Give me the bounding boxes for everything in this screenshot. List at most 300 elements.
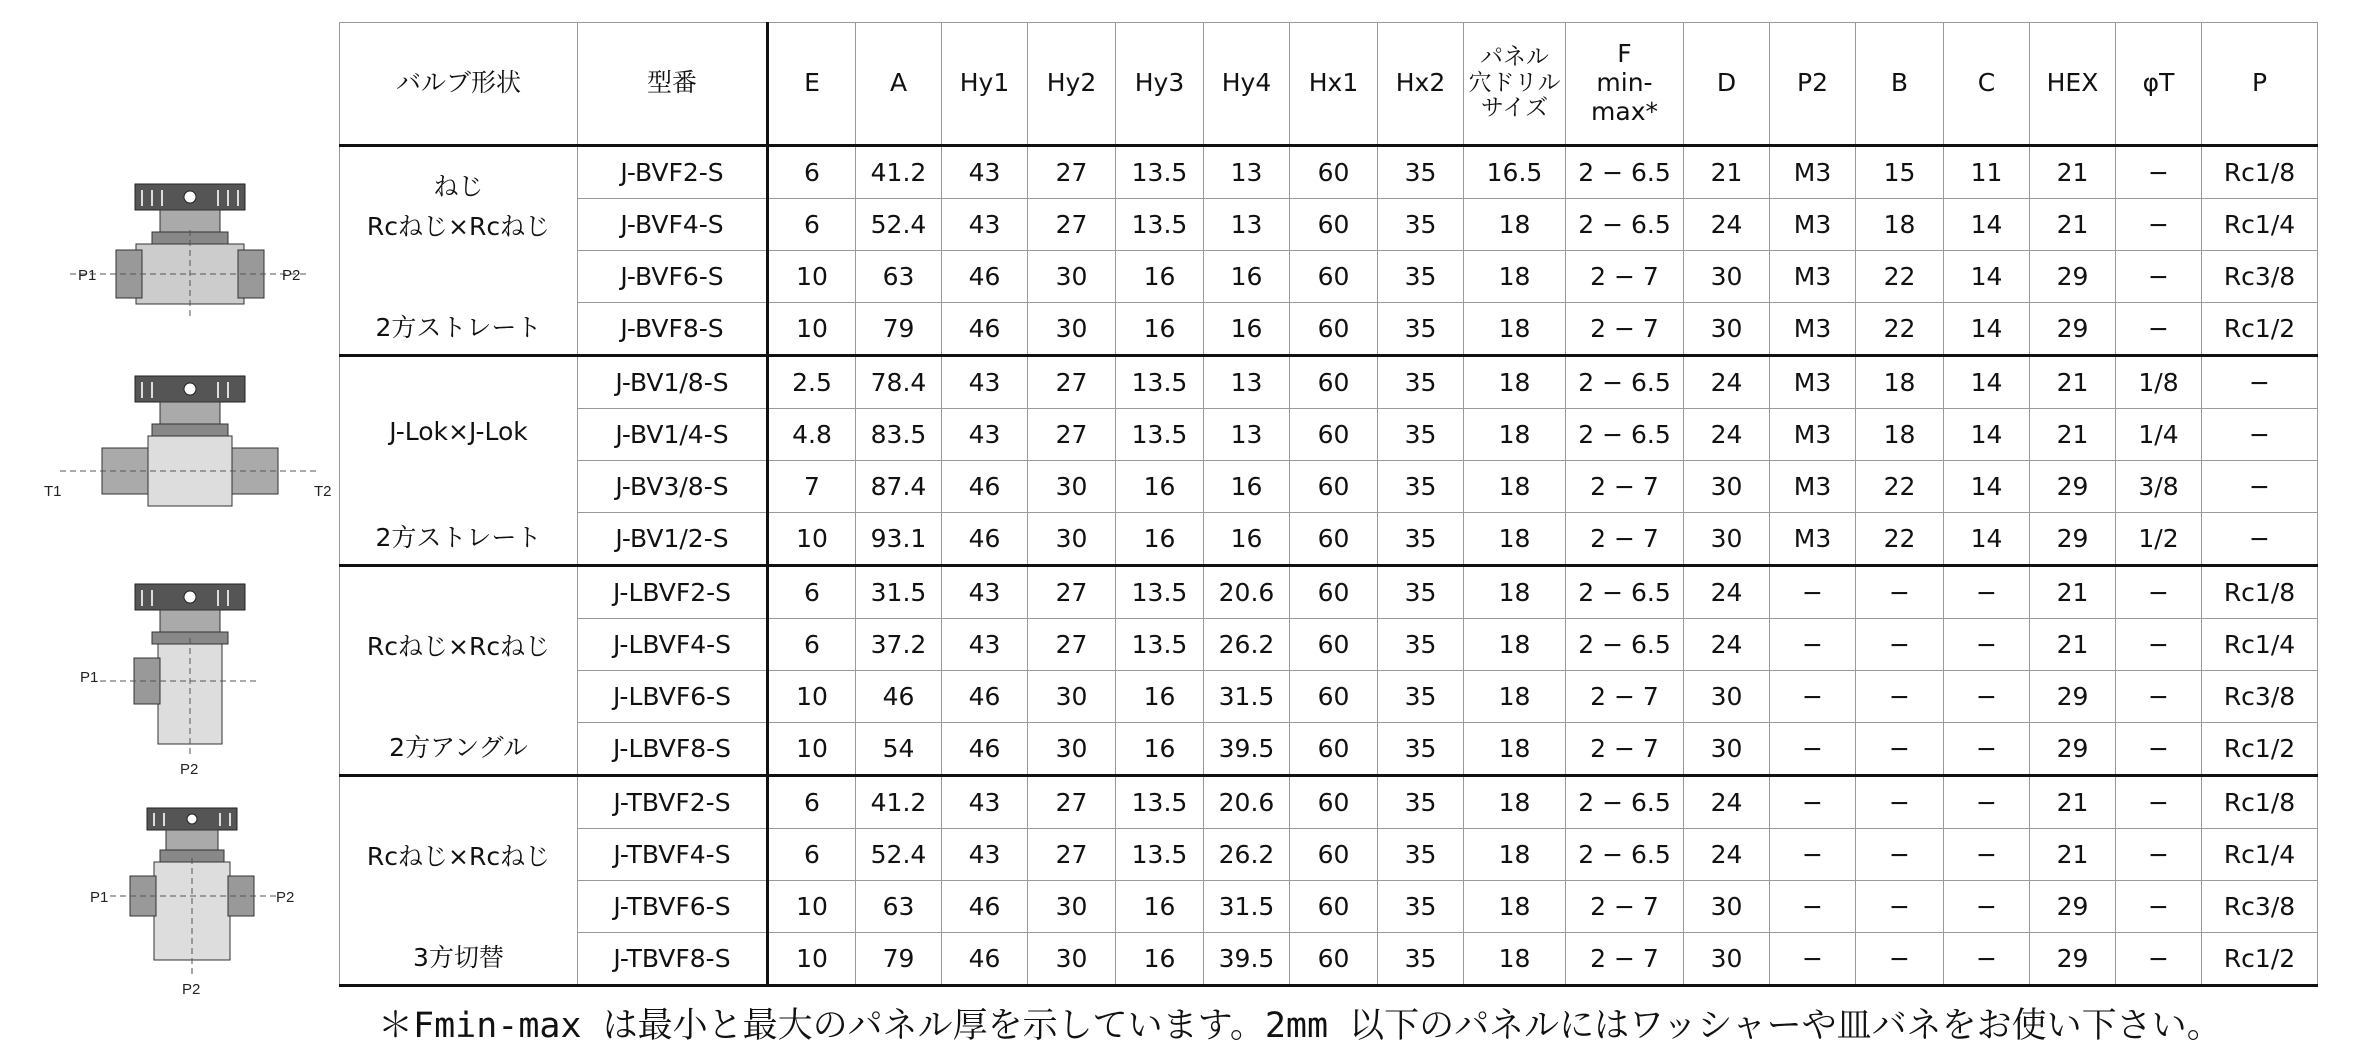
table-row — [340, 619, 2318, 671]
spec-cell: 18 — [1464, 199, 1566, 251]
spec-cell: 43 — [942, 776, 1028, 829]
spec-cell: − — [1856, 776, 1944, 829]
spec-cell: 24 — [1684, 776, 1770, 829]
spec-cell: 54 — [856, 723, 942, 776]
spec-cell: 60 — [1290, 513, 1378, 566]
spec-cell: 2 − 7 — [1566, 881, 1684, 933]
spec-cell: 10 — [768, 671, 856, 723]
header-hx1: Hx1 — [1290, 23, 1378, 146]
spec-cell: − — [2116, 881, 2202, 933]
spec-cell: 43 — [942, 409, 1028, 461]
spec-cell: 30 — [1684, 461, 1770, 513]
spec-cell: 35 — [1378, 829, 1464, 881]
spec-cell: 14 — [1944, 303, 2030, 356]
valve-shape-line: ねじ — [433, 172, 484, 201]
spec-cell: 16 — [1116, 671, 1204, 723]
port-label-right: T2 — [314, 483, 332, 500]
spec-cell: 13.5 — [1116, 146, 1204, 199]
spec-cell: 27 — [1028, 619, 1116, 671]
spec-cell: − — [1944, 566, 2030, 619]
spec-cell: 43 — [942, 146, 1028, 199]
footnote: ＊Fmin-max は最小と最大のパネル厚を示しています。2mm 以下のパネルにはワッシャーや皿バネをお使い下さい。 — [378, 1006, 2222, 1046]
spec-cell: 60 — [1290, 933, 1378, 986]
spec-cell: − — [1770, 881, 1856, 933]
spec-cell: 21 — [2030, 146, 2116, 199]
valve-shape-cell — [340, 776, 578, 986]
spec-cell: 2 − 7 — [1566, 671, 1684, 723]
spec-cell: 21 — [1684, 146, 1770, 199]
spec-cell: 6 — [768, 829, 856, 881]
valve-shape-line: 2方ストレート — [375, 313, 542, 342]
spec-cell: 14 — [1944, 513, 2030, 566]
spec-cell: − — [1944, 829, 2030, 881]
spec-cell: 18 — [1464, 566, 1566, 619]
spec-cell: 2 − 7 — [1566, 513, 1684, 566]
table-body — [340, 146, 2318, 986]
spec-cell: 1/2 — [2116, 513, 2202, 566]
header-f-line1: F — [1617, 39, 1632, 69]
spec-cell: 35 — [1378, 356, 1464, 409]
spec-cell: − — [2116, 776, 2202, 829]
spec-cell: 2 − 6.5 — [1566, 776, 1684, 829]
spec-cell: 2 − 6.5 — [1566, 356, 1684, 409]
spec-cell: 30 — [1684, 671, 1770, 723]
spec-cell: 22 — [1856, 513, 1944, 566]
spec-cell: Rc1/2 — [2202, 723, 2318, 776]
spec-cell: 2 − 7 — [1566, 303, 1684, 356]
spec-cell: 4.8 — [768, 409, 856, 461]
spec-cell: Rc3/8 — [2202, 881, 2318, 933]
spec-cell: 78.4 — [856, 356, 942, 409]
spec-cell: 16 — [1116, 251, 1204, 303]
spec-cell: 60 — [1290, 619, 1378, 671]
spec-cell: 46 — [942, 513, 1028, 566]
spec-cell: 14 — [1944, 461, 2030, 513]
spec-cell: − — [1856, 723, 1944, 776]
model-cell: J-BVF8-S — [578, 303, 768, 356]
spec-cell: 30 — [1028, 881, 1116, 933]
spec-cell: 35 — [1378, 146, 1464, 199]
spec-cell: 30 — [1028, 303, 1116, 356]
spec-cell: Rc1/8 — [2202, 776, 2318, 829]
spec-cell: Rc1/2 — [2202, 933, 2318, 986]
spec-cell: 20.6 — [1204, 566, 1290, 619]
spec-cell: 16 — [1204, 461, 1290, 513]
spec-cell: 2 − 6.5 — [1566, 566, 1684, 619]
header-model: 型番 — [578, 23, 768, 146]
spec-cell: 30 — [1028, 933, 1116, 986]
header-f-line3: max* — [1591, 96, 1658, 126]
table-row — [340, 566, 2318, 619]
spec-cell: − — [1770, 619, 1856, 671]
spec-cell: 2.5 — [768, 356, 856, 409]
spec-cell: 27 — [1028, 776, 1116, 829]
spec-cell: 29 — [2030, 251, 2116, 303]
spec-cell: − — [2202, 513, 2318, 566]
spec-cell: 21 — [2030, 829, 2116, 881]
spec-cell: − — [2116, 566, 2202, 619]
spec-cell: 13.5 — [1116, 619, 1204, 671]
spec-cell: 1/8 — [2116, 356, 2202, 409]
spec-cell: 16 — [1204, 251, 1290, 303]
header-panel-line3: サイズ — [1480, 95, 1549, 122]
spec-cell: 35 — [1378, 461, 1464, 513]
spec-cell: 13.5 — [1116, 776, 1204, 829]
spec-cell: 2 − 7 — [1566, 251, 1684, 303]
header-b: B — [1856, 23, 1944, 146]
valve-shape-line: Rcねじ×Rcねじ — [366, 212, 551, 241]
spec-cell: 18 — [1856, 409, 1944, 461]
header-p2: P2 — [1770, 23, 1856, 146]
spec-cell: 39.5 — [1204, 933, 1290, 986]
spec-cell: 30 — [1028, 461, 1116, 513]
table-row — [340, 461, 2318, 513]
spec-cell: 43 — [942, 829, 1028, 881]
table-header-row — [340, 23, 2318, 146]
spec-cell: 16.5 — [1464, 146, 1566, 199]
spec-cell: − — [2116, 671, 2202, 723]
spec-cell: 39.5 — [1204, 723, 1290, 776]
model-cell: J-TBVF8-S — [578, 933, 768, 986]
spec-cell: 6 — [768, 199, 856, 251]
valve-shape-line: Rcねじ×Rcねじ — [366, 842, 551, 871]
spec-cell: 29 — [2030, 513, 2116, 566]
model-cell: J-TBVF2-S — [578, 776, 768, 829]
spec-cell: 30 — [1028, 251, 1116, 303]
spec-cell: 10 — [768, 303, 856, 356]
header-hy4: Hy4 — [1204, 23, 1290, 146]
spec-cell: 2 − 7 — [1566, 723, 1684, 776]
spec-cell: 21 — [2030, 566, 2116, 619]
spec-cell: − — [2202, 356, 2318, 409]
spec-cell: − — [2116, 199, 2202, 251]
spec-cell: 30 — [1684, 513, 1770, 566]
spec-cell: 31.5 — [856, 566, 942, 619]
spec-cell: − — [2116, 303, 2202, 356]
header-d: D — [1684, 23, 1770, 146]
spec-cell: 18 — [1464, 933, 1566, 986]
header-hy1: Hy1 — [942, 23, 1028, 146]
table-row — [340, 251, 2318, 303]
spec-cell: 60 — [1290, 303, 1378, 356]
spec-cell: 79 — [856, 303, 942, 356]
spec-cell: 1/4 — [2116, 409, 2202, 461]
spec-cell: 27 — [1028, 146, 1116, 199]
spec-cell: 29 — [2030, 671, 2116, 723]
spec-cell: − — [1856, 671, 1944, 723]
spec-cell: 13.5 — [1116, 566, 1204, 619]
spec-cell: 35 — [1378, 303, 1464, 356]
port-label-bottom: P2 — [182, 981, 201, 998]
spec-cell: 29 — [2030, 461, 2116, 513]
spec-cell: 35 — [1378, 199, 1464, 251]
spec-cell: 60 — [1290, 409, 1378, 461]
spec-cell: 60 — [1290, 251, 1378, 303]
port-label-right: P2 — [282, 267, 301, 284]
valve-shape-line: 2方アングル — [389, 733, 528, 762]
header-e: E — [768, 23, 856, 146]
spec-cell: − — [2116, 146, 2202, 199]
spec-cell: − — [2202, 461, 2318, 513]
spec-cell: − — [1856, 566, 1944, 619]
spec-cell: 35 — [1378, 671, 1464, 723]
spec-cell: 16 — [1116, 881, 1204, 933]
spec-cell: 30 — [1028, 723, 1116, 776]
valve-spec-table — [339, 22, 2318, 987]
spec-cell: Rc1/4 — [2202, 829, 2318, 881]
spec-cell: Rc3/8 — [2202, 671, 2318, 723]
spec-cell: − — [1944, 671, 2030, 723]
spec-cell: 22 — [1856, 461, 1944, 513]
spec-cell: 60 — [1290, 146, 1378, 199]
spec-cell: 29 — [2030, 933, 2116, 986]
spec-cell: 26.2 — [1204, 619, 1290, 671]
spec-cell: 21 — [2030, 409, 2116, 461]
header-panel-drill — [1464, 23, 1566, 146]
spec-cell: 31.5 — [1204, 881, 1290, 933]
spec-cell: 63 — [856, 251, 942, 303]
spec-cell: 52.4 — [856, 829, 942, 881]
valve-shape-line: 2方ストレート — [375, 523, 542, 552]
table-row — [340, 146, 2318, 199]
header-c: C — [1944, 23, 2030, 146]
spec-cell: 10 — [768, 513, 856, 566]
table-row — [340, 723, 2318, 776]
spec-cell: 15 — [1856, 146, 1944, 199]
valve-diagram-straight-jlok — [30, 372, 340, 572]
spec-cell: 46 — [942, 461, 1028, 513]
spec-cell: − — [2116, 619, 2202, 671]
spec-cell: 46 — [942, 723, 1028, 776]
spec-cell: 18 — [1464, 461, 1566, 513]
spec-cell: 30 — [1684, 251, 1770, 303]
spec-cell: 13.5 — [1116, 829, 1204, 881]
spec-cell: 6 — [768, 566, 856, 619]
spec-cell: M3 — [1770, 513, 1856, 566]
valve-diagram-3way — [30, 798, 340, 998]
spec-cell: 46 — [942, 303, 1028, 356]
spec-cell: Rc1/4 — [2202, 199, 2318, 251]
spec-cell: 2 − 6.5 — [1566, 199, 1684, 251]
spec-cell: 2 − 6.5 — [1566, 829, 1684, 881]
spec-cell: 60 — [1290, 776, 1378, 829]
spec-cell: 16 — [1116, 513, 1204, 566]
spec-cell: − — [2116, 251, 2202, 303]
spec-cell: 35 — [1378, 881, 1464, 933]
spec-cell: 29 — [2030, 303, 2116, 356]
spec-cell: 18 — [1464, 513, 1566, 566]
spec-cell: 60 — [1290, 199, 1378, 251]
spec-cell: − — [1944, 619, 2030, 671]
spec-cell: 60 — [1290, 671, 1378, 723]
port-label-left: T1 — [44, 483, 62, 500]
spec-cell: 27 — [1028, 566, 1116, 619]
port-label-left: P1 — [90, 889, 109, 906]
header-phi-t: φT — [2116, 23, 2202, 146]
spec-cell: 60 — [1290, 356, 1378, 409]
spec-cell: 16 — [1116, 933, 1204, 986]
spec-cell: 13 — [1204, 356, 1290, 409]
spec-cell: M3 — [1770, 146, 1856, 199]
header-hex: HEX — [2030, 23, 2116, 146]
model-cell: J-LBVF4-S — [578, 619, 768, 671]
spec-cell: 46 — [942, 251, 1028, 303]
spec-cell: 46 — [942, 671, 1028, 723]
table-row — [340, 356, 2318, 409]
valve-shape-line: Rcねじ×Rcねじ — [366, 632, 551, 661]
spec-cell: Rc1/8 — [2202, 566, 2318, 619]
spec-cell: 21 — [2030, 619, 2116, 671]
valve-shape-line: J-Lok×J-Lok — [389, 417, 528, 446]
spec-cell: 18 — [1856, 199, 1944, 251]
spec-cell: 37.2 — [856, 619, 942, 671]
spec-cell: 14 — [1944, 199, 2030, 251]
spec-cell: 29 — [2030, 881, 2116, 933]
spec-cell: − — [1770, 566, 1856, 619]
header-hx2: Hx2 — [1378, 23, 1464, 146]
spec-cell: 35 — [1378, 619, 1464, 671]
spec-cell: 60 — [1290, 881, 1378, 933]
model-cell: J-BVF2-S — [578, 146, 768, 199]
spec-cell: 18 — [1464, 829, 1566, 881]
spec-cell: 83.5 — [856, 409, 942, 461]
spec-cell: 46 — [942, 881, 1028, 933]
spec-cell: 18 — [1464, 881, 1566, 933]
spec-cell: 29 — [2030, 723, 2116, 776]
spec-cell: 87.4 — [856, 461, 942, 513]
spec-cell: 14 — [1944, 409, 2030, 461]
spec-cell: M3 — [1770, 409, 1856, 461]
spec-cell: 13.5 — [1116, 409, 1204, 461]
spec-cell: − — [1856, 933, 1944, 986]
spec-cell: − — [1856, 619, 1944, 671]
spec-cell: 13.5 — [1116, 356, 1204, 409]
spec-cell: 27 — [1028, 199, 1116, 251]
model-cell: J-TBVF6-S — [578, 881, 768, 933]
spec-cell: 18 — [1464, 671, 1566, 723]
spec-cell: 63 — [856, 881, 942, 933]
spec-cell: 13 — [1204, 409, 1290, 461]
spec-cell: 14 — [1944, 251, 2030, 303]
model-cell: J-BV1/4-S — [578, 409, 768, 461]
spec-cell: 18 — [1464, 356, 1566, 409]
spec-cell: Rc3/8 — [2202, 251, 2318, 303]
valve-shape-cell — [340, 356, 578, 566]
spec-cell: 24 — [1684, 566, 1770, 619]
model-cell: J-BV1/2-S — [578, 513, 768, 566]
spec-cell: 43 — [942, 619, 1028, 671]
spec-cell: 24 — [1684, 409, 1770, 461]
header-a: A — [856, 23, 942, 146]
spec-cell: 18 — [1464, 776, 1566, 829]
spec-cell: 16 — [1116, 461, 1204, 513]
spec-cell: 30 — [1684, 723, 1770, 776]
spec-cell: 21 — [2030, 356, 2116, 409]
table-row — [340, 829, 2318, 881]
spec-cell: 14 — [1944, 356, 2030, 409]
spec-cell: − — [1770, 776, 1856, 829]
spec-cell: 43 — [942, 356, 1028, 409]
spec-cell: − — [1944, 776, 2030, 829]
header-hy2: Hy2 — [1028, 23, 1116, 146]
model-cell: J-LBVF2-S — [578, 566, 768, 619]
model-cell: J-LBVF8-S — [578, 723, 768, 776]
spec-cell: 24 — [1684, 829, 1770, 881]
spec-cell: 21 — [2030, 199, 2116, 251]
spec-cell: 18 — [1464, 303, 1566, 356]
table-row — [340, 303, 2318, 356]
spec-cell: M3 — [1770, 303, 1856, 356]
spec-cell: − — [1770, 723, 1856, 776]
spec-cell: M3 — [1770, 199, 1856, 251]
model-cell: J-BV3/8-S — [578, 461, 768, 513]
spec-cell: 27 — [1028, 829, 1116, 881]
spec-cell: 60 — [1290, 723, 1378, 776]
port-label-left: P1 — [80, 669, 99, 686]
port-label-bottom: P2 — [180, 761, 199, 778]
spec-cell: 2 − 6.5 — [1566, 146, 1684, 199]
spec-cell: 27 — [1028, 409, 1116, 461]
spec-cell: − — [1770, 671, 1856, 723]
spec-cell: 6 — [768, 776, 856, 829]
header-hy3: Hy3 — [1116, 23, 1204, 146]
spec-cell: 35 — [1378, 251, 1464, 303]
spec-cell: 18 — [1464, 409, 1566, 461]
spec-cell: 22 — [1856, 303, 1944, 356]
spec-cell: − — [1944, 723, 2030, 776]
header-panel-line1: パネル — [1480, 43, 1549, 70]
spec-cell: 2 − 6.5 — [1566, 409, 1684, 461]
spec-cell: Rc1/2 — [2202, 303, 2318, 356]
port-label-right: P2 — [276, 889, 295, 906]
spec-cell: 6 — [768, 619, 856, 671]
spec-cell: 31.5 — [1204, 671, 1290, 723]
valve-shape-cell — [340, 146, 578, 356]
valve-shape-cell — [340, 566, 578, 776]
spec-cell: 18 — [1464, 619, 1566, 671]
spec-cell: 35 — [1378, 776, 1464, 829]
spec-cell: − — [2202, 409, 2318, 461]
spec-cell: 43 — [942, 199, 1028, 251]
spec-cell: − — [1856, 881, 1944, 933]
spec-cell: 24 — [1684, 619, 1770, 671]
header-p: P — [2202, 23, 2318, 146]
spec-cell: 52.4 — [856, 199, 942, 251]
model-cell: J-BVF6-S — [578, 251, 768, 303]
spec-cell: 2 − 7 — [1566, 461, 1684, 513]
spec-cell: 21 — [2030, 776, 2116, 829]
spec-cell: Rc1/8 — [2202, 146, 2318, 199]
spec-cell: 13.5 — [1116, 199, 1204, 251]
header-f — [1566, 23, 1684, 146]
spec-cell: − — [1944, 881, 2030, 933]
spec-cell: 11 — [1944, 146, 2030, 199]
spec-cell: Rc1/4 — [2202, 619, 2318, 671]
spec-cell: 30 — [1684, 881, 1770, 933]
model-cell: J-TBVF4-S — [578, 829, 768, 881]
valve-shape-line: 3方切替 — [413, 943, 504, 972]
spec-cell: 3/8 — [2116, 461, 2202, 513]
table-row — [340, 671, 2318, 723]
spec-cell: 16 — [1204, 513, 1290, 566]
spec-cell: 18 — [1856, 356, 1944, 409]
spec-cell: − — [1770, 933, 1856, 986]
spec-cell: 24 — [1684, 356, 1770, 409]
spec-cell: 41.2 — [856, 146, 942, 199]
spec-cell: 18 — [1464, 723, 1566, 776]
spec-cell: 41.2 — [856, 776, 942, 829]
table-row — [340, 513, 2318, 566]
